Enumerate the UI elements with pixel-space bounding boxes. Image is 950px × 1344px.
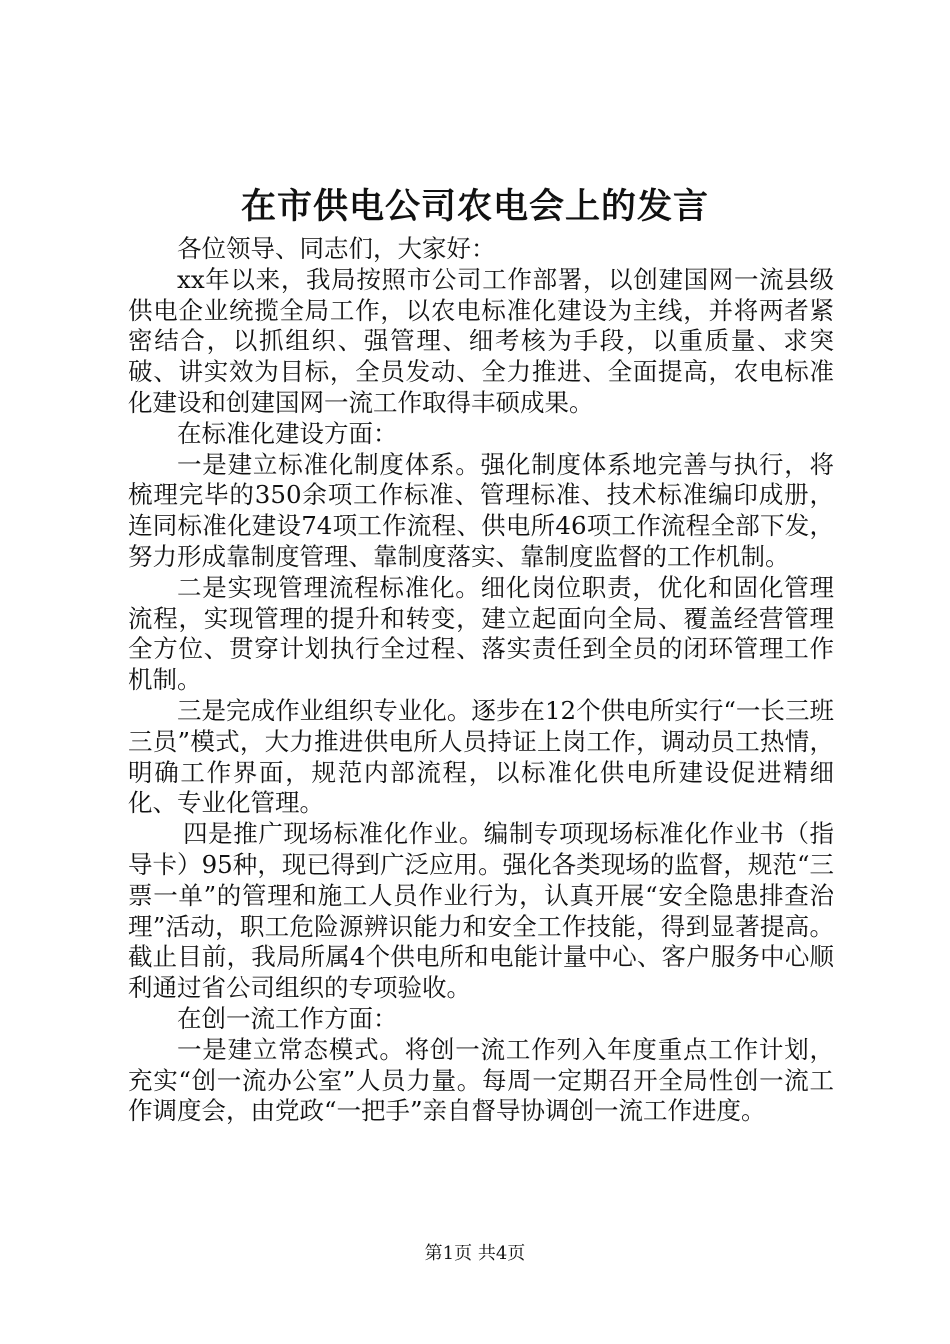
salutation-paragraph: 各位领导、同志们，大家好：	[177, 234, 496, 263]
section-heading-first-class: 在创一流工作方面：	[177, 1003, 398, 1033]
page-number-footer: 第1页 共4页	[424, 1243, 526, 1264]
intro-paragraph: xx年以来，我局按照市公司工作部署，以创建国网一流县级供电企业统揽全局工作，以农电标准化建设为主线，并将两者紧密结合，以抓组织、强管理、细考核为手段，以重质量、求突破、讲实效为目标，全员发动、全力推进、全面提高，农电标准化建设和创建国网一流工作取得丰硕成果。	[128, 264, 834, 417]
document-body	[128, 234, 834, 1127]
standardization-point-4: 四是推广现场标准化作业。编制专项现场标准化作业书（指导卡）95种，现已得到广泛应用。强化各类现场的监督，规范“三票一单”的管理和施工人员作业行为，认真开展“安全隐患排查治理”活动，职工危险源辨识能力和安全工作技能，得到显著提高。截止目前，我局所属4个供电所和电能计量中心、客户服务中心顺利通过省公司组织的专项验收。	[128, 819, 834, 1003]
standardization-point-2: 二是实现管理流程标准化。细化岗位职责，优化和固化管理流程，实现管理的提升和转变，建立起面向全局、覆盖经营管理全方位、贯穿计划执行全过程、落实责任到全员的闭环管理工作机制。	[128, 572, 834, 695]
first-class-point-1: 一是建立常态模式。将创一流工作列入年度重点工作计划，充实“创一流办公室”人员力量。每周一定期召开全局性创一流工作调度会，由党政“一把手”亲自督导协调创一流工作进度。	[128, 1034, 834, 1126]
section-heading-standardization: 在标准化建设方面：	[177, 418, 398, 448]
standardization-point-1: 一是建立标准化制度体系。强化制度体系地完善与执行，将梳理完毕的350余项工作标准、管理标准、技术标准编印成册，连同标准化建设74项工作流程、供电所46项工作流程全部下发，努力形成靠制度管理、靠制度落实、靠制度监督的工作机制。	[128, 449, 834, 571]
document-title: 在市供电公司农电会上的发言	[240, 186, 709, 227]
standardization-point-3: 三是完成作业组织专业化。逐步在12个供电所实行“一长三班三员”模式，大力推进供电所人员持证上岗工作，调动员工热情，明确工作界面，规范内部流程，以标准化供电所建设促进精细化、专业化管理。	[128, 695, 834, 818]
